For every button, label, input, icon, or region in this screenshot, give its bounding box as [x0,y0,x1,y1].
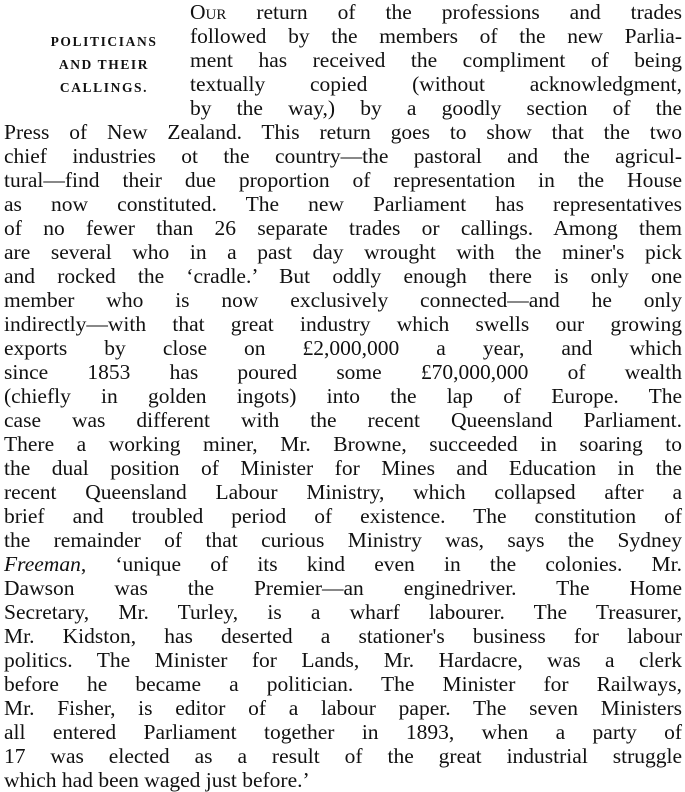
side-heading [24,30,184,99]
paragraph-line: Secretary, Mr. Turley, is a wharf labourer. The Treasurer, [4,600,682,624]
paragraph-line: exports by close on £2,000,000 a year, and which [4,336,682,360]
paragraph-line: recent Queensland Labour Ministry, which collapsed after a [4,480,682,504]
paragraph-line: brief and troubled period of existence. The constitution of [4,504,682,528]
paragraph-line: are several who in a past day wrought with the miner's pick [4,240,682,264]
paragraph-line: of no fewer than 26 separate trades or callings. Among them [4,216,682,240]
paragraph-line: by the way,) by a goodly section of the [190,96,682,120]
side-heading-line: AND THEIR [58,57,150,72]
paragraph-line: and rocked the ‘cradle.’ But oddly enough there is only one [4,264,682,288]
paragraph-line: textually copied (without acknowledgment, [190,72,682,96]
side-heading-line: POLITICIANS [50,34,158,49]
paragraph-line: followed by the members of the new Parlia- [190,24,682,48]
paragraph-line: Press of New Zealand. This return goes to show that the two [4,120,682,144]
paragraph-line: Mr. Kidston, has deserted a stationer's business for labour [4,624,682,648]
paragraph-line: (chiefly in golden ingots) into the lap of Europe. The [4,384,682,408]
paragraph-line: ment has received the compliment of being [190,48,682,72]
paragraph-line: since 1853 has poured some £70,000,000 of wealth [4,360,682,384]
paragraph-line: the remainder of that curious Ministry was, says the Sydney [4,528,682,552]
paragraph-line: Our return of the professions and trades [190,0,682,24]
paragraph-line: which had been waged just before.’ [4,768,310,792]
paragraph-line: tural—find their due proportion of representation in the House [4,168,682,192]
paragraph-line: chief industries ot the country—the pastoral and the agricul- [4,144,682,168]
paragraph-line: before he became a politician. The Minister for Railways, [4,672,682,696]
paragraph-line: politics. The Minister for Lands, Mr. Hardacre, was a clerk [4,648,682,672]
paragraph-line: There a working miner, Mr. Browne, succeeded in soaring to [4,432,682,456]
paragraph-line: all entered Parliament together in 1893, when a party of [4,720,682,744]
side-heading-line: CALLINGS. [59,80,149,95]
paragraph-line: 17 was elected as a result of the great industrial struggle [4,744,682,768]
paragraph-line: Dawson was the Premier—an enginedriver. The Home [4,576,682,600]
paragraph-line: Mr. Fisher, is editor of a labour paper. The seven Ministers [4,696,682,720]
paragraph-line: indirectly—with that great industry which swells our growing [4,312,682,336]
paragraph-line: member who is now exclusively connected—and he only [4,288,682,312]
paragraph-line: case was different with the recent Queensland Parliament. [4,408,682,432]
paragraph-line: as now constituted. The new Parliament has representatives [4,192,682,216]
paragraph-line-freeman: Freeman, ‘unique of its kind even in the colonies. Mr. [4,552,682,576]
paragraph-line: the dual position of Minister for Mines and Education in the [4,456,682,480]
